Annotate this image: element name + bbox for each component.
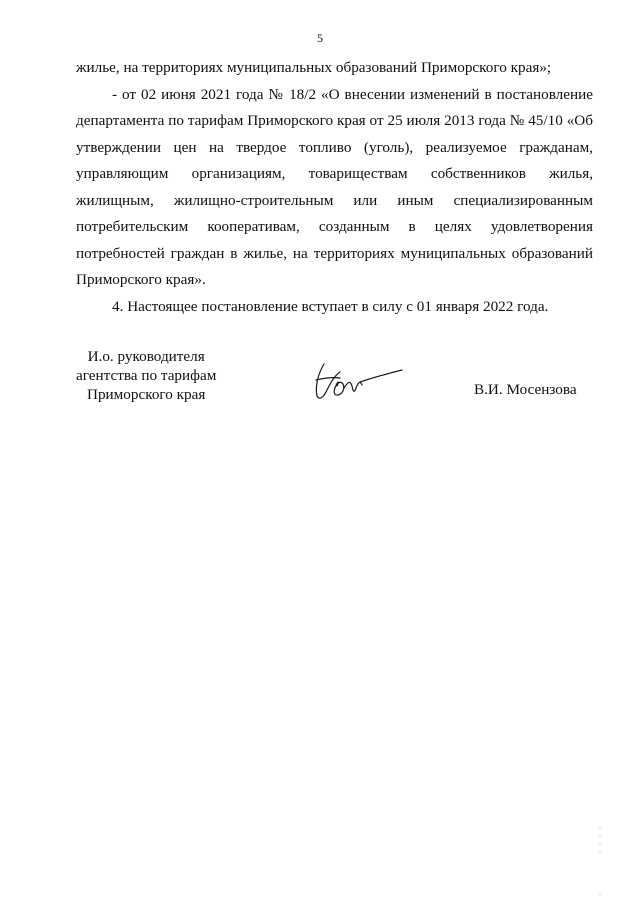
signatory-title	[76, 347, 216, 404]
paragraph-amendment-item: - от 02 июня 2021 года № 18/2 «О внесении изменений в постановление департамента по тарифам Приморского края от 25 июля 2013 года № 45/10 «Об утверждении цен на твердое топливо (уголь), реализуемое гражданам, управляющим организациям, товариществам собственников жилья, жилищным, жилищно-строительным или иным специализированным потребительским кооперативам, созданным в целях удовлетворения потребностей граждан в жилье, на территориях муниципальных образований Приморского края».	[76, 85, 593, 288]
signatory-title-line-2: агентства по тарифам	[76, 367, 217, 384]
handwritten-signature	[310, 358, 410, 404]
signatory-title-line-1: И.о. руководителя	[87, 348, 205, 365]
signatory-name: В.И. Мосензова	[474, 381, 577, 398]
paragraph-continuation: жилье, на территориях муниципальных образований Приморского края»;	[76, 59, 552, 76]
margin-scan-dots	[599, 826, 601, 901]
page-number: 5	[317, 31, 323, 45]
signatory-title-line-3: Приморского края	[86, 386, 206, 403]
paragraph-effective-date: 4. Настоящее постановление вступает в силу с 01 января 2022 года.	[112, 297, 549, 315]
document-body	[76, 55, 593, 320]
